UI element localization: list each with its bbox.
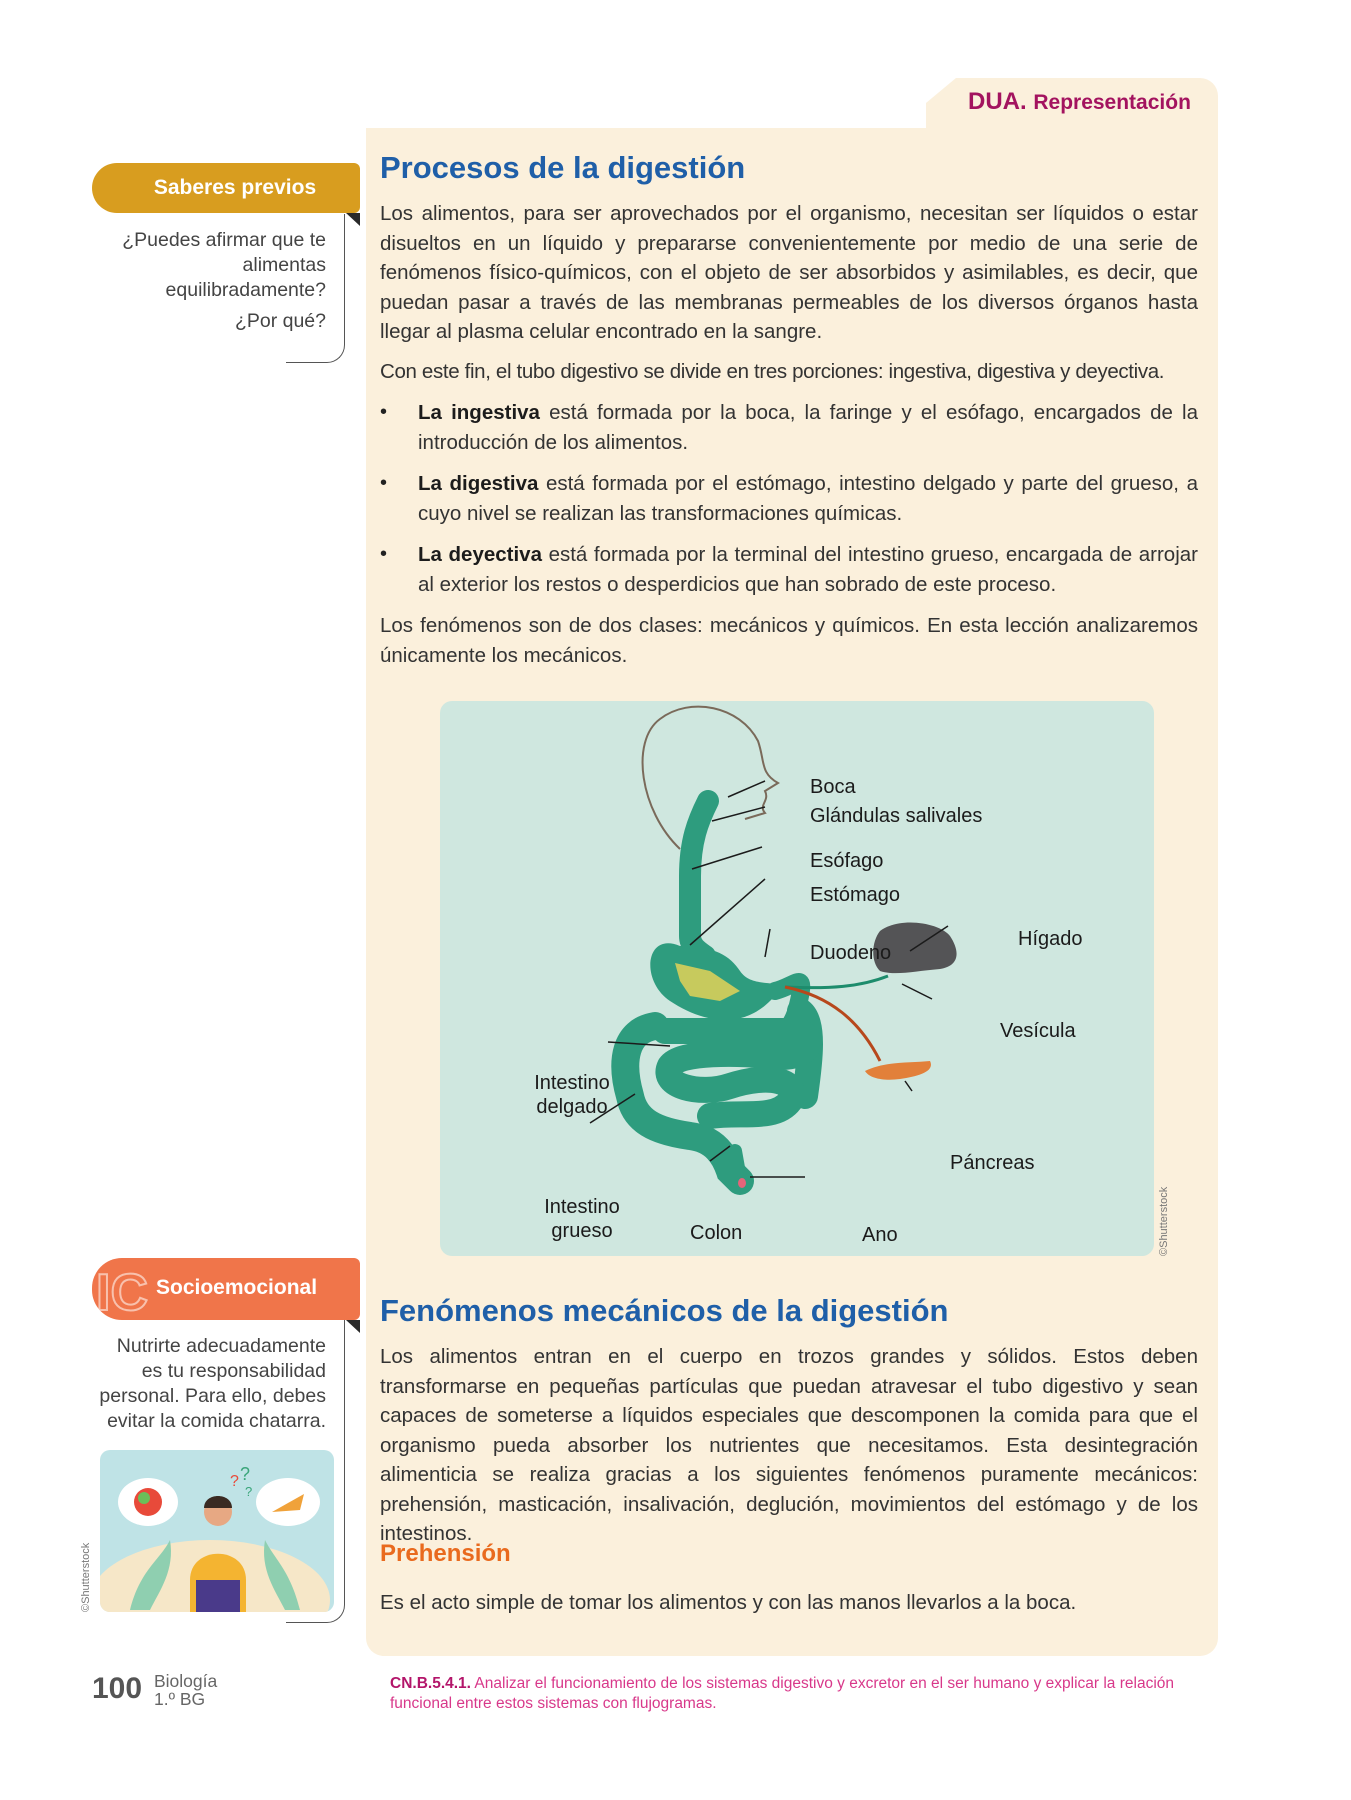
bullet-term: La deyectiva: [418, 543, 542, 566]
saberes-tab-corner: [346, 213, 360, 226]
arrow-vesicula: [902, 984, 932, 999]
saberes-question: [100, 228, 326, 334]
section-title-fenomenos: Fenómenos mecánicos de la digestión: [380, 1293, 949, 1328]
rectum: [735, 1151, 740, 1179]
dua-label: Representación: [1033, 91, 1191, 114]
svg-text:?: ?: [240, 1464, 251, 1484]
dua-badge: [968, 88, 1191, 116]
label-higado: Hígado: [1018, 928, 1083, 950]
small-intestine: [665, 1031, 808, 1116]
subject-label: [154, 1672, 217, 1708]
saberes-line: ¿Por qué?: [234, 310, 326, 332]
socio-tab-corner: [346, 1320, 360, 1333]
thinking-person-illustration: [100, 1450, 334, 1612]
label-intestino-grueso: [540, 1195, 624, 1243]
head-outline: [643, 707, 778, 849]
saberes-title: Saberes previos: [153, 176, 317, 199]
label-colon: Colon: [690, 1222, 743, 1244]
bullet-term: La ingestiva: [418, 401, 540, 424]
bullet-ingestiva: [380, 398, 1198, 457]
label-ano: Ano: [862, 1224, 898, 1246]
saberes-line: equilibradamente?: [165, 279, 326, 301]
bullet-text: está formada por el estómago, intestino delgado y parte del grueso, a cuyo nivel se realizan las transformaciones químicas.: [418, 472, 1198, 525]
diagram-credit: ©Shutterstock: [1158, 1186, 1170, 1256]
digestive-system-diagram: [440, 701, 1154, 1256]
saberes-previos-tab: [92, 163, 360, 213]
skill-code: CN.B.5.4.1.: [390, 1675, 471, 1692]
label-estomago: Estómago: [810, 884, 901, 906]
bullet-term: La digestiva: [418, 472, 539, 495]
svg-text:?: ?: [245, 1484, 253, 1499]
label-vesicula: Vesícula: [1000, 1020, 1076, 1042]
digestive-illustration: [440, 701, 1154, 1256]
socio-message: [96, 1334, 326, 1434]
closing-paragraph: Los fenómenos son de dos clases: mecánicos y químicos. En esta lección analizaremos únicamente los mecánicos.: [380, 614, 1198, 667]
arrow-duodeno: [765, 929, 770, 957]
socio-title: Socioemocional: [156, 1276, 318, 1299]
label-line: grueso: [551, 1220, 613, 1242]
label-boca: Boca: [810, 776, 856, 798]
grade-name: 1.º BG: [154, 1689, 206, 1709]
ic-logo-icon: [94, 1262, 154, 1318]
bullet-text: está formada por la terminal del intestino grueso, encargada de arrojar al exterior los restos o desperdicios que han sobrado de este proceso.: [418, 543, 1198, 596]
arrow-estomago: [690, 879, 765, 945]
esophagus: [690, 801, 708, 956]
socioemocional-tab: [92, 1258, 360, 1320]
panel-notch-corner: [896, 78, 956, 128]
bullet-text: está formada por la boca, la faringe y el esófago, encargados de la introducción de los alimentos.: [418, 401, 1198, 454]
curriculum-skill: [390, 1674, 1210, 1714]
socio-line: es tu responsabilidad: [141, 1360, 326, 1382]
label-line: Intestino: [534, 1072, 610, 1094]
pancreas: [865, 1061, 931, 1080]
bullet-digestiva: [380, 469, 1198, 528]
bullet-deyectiva: [380, 540, 1198, 599]
socio-credit: ©Shutterstock: [80, 1542, 92, 1612]
label-pancreas: Páncreas: [950, 1152, 1035, 1174]
socio-line: Nutrirte adecuadamente: [116, 1335, 326, 1357]
page-number: 100: [92, 1672, 143, 1705]
division-paragraph: Con este fin, el tubo digestivo se divide en tres porciones: ingestiva, digestiva y deyectiva.: [380, 359, 1165, 383]
label-line: delgado: [536, 1096, 608, 1118]
mecanicos-paragraph: Los alimentos entran en el cuerpo en trozos grandes y sólidos. Estos deben transformarse en pequeñas partículas que puedan atravesar el tubo digestivo y sean capaces de someterse a líquidos especiales que descomponen la comida para que el organismo pueda absorber los nutrientes que necesitamos. Esta desintegración alimenticia se realiza gracias a los siguientes fenómenos puramente mecánicos: prehensión, masticación, insalivación, deglución, movimientos del estómago y de los intestinos.: [380, 1345, 1198, 1545]
label-glandulas-salivales: Glándulas salivales: [810, 805, 983, 827]
label-duodeno: Duodeno: [810, 942, 892, 964]
label-esofago: Esófago: [810, 850, 884, 872]
arrow-pancreas: [905, 1081, 912, 1091]
socio-line: evitar la comida chatarra.: [107, 1410, 326, 1432]
subtitle-prehension: Prehensión: [380, 1540, 511, 1567]
saberes-line: alimentas: [242, 254, 326, 276]
person-food-choice-icon: [100, 1450, 334, 1612]
prehension-paragraph: Es el acto simple de tomar los alimentos y con las manos llevarlos a la boca.: [380, 1591, 1077, 1614]
intro-paragraph: Los alimentos, para ser aprovechados por el organismo, necesitan ser líquidos o estar disueltos en un líquido y prepararse convenientemente por medio de una serie de fenómenos físico-químicos, con el objeto de ser absorbidos y asimilables, es decir, que puedan pasar a través de las membranas permeables de los diversos órganos hasta llegar al plasma celular encontrado en la sangre.: [380, 202, 1198, 343]
skill-text: Analizar el funcionamiento de los sistemas digestivo y excretor en el ser humano y explicar la relación funcional entre estos sistemas con flujogramas.: [390, 1675, 1175, 1712]
panel-notch: [366, 78, 926, 128]
saberes-line: ¿Puedes afirmar que te: [122, 229, 326, 251]
section1-body: [380, 199, 1198, 670]
section-title-procesos: Procesos de la digestión: [380, 150, 746, 185]
svg-text:?: ?: [230, 1473, 239, 1490]
subject-name: Biología: [154, 1671, 218, 1691]
label-intestino-delgado: [532, 1071, 612, 1119]
socio-line: personal. Para ello, debes: [99, 1385, 326, 1407]
svg-text:IC: IC: [96, 1264, 148, 1318]
arrow-boca: [728, 781, 765, 797]
dua-brand: DUA.: [968, 88, 1027, 115]
anus: [738, 1178, 746, 1188]
label-line: Intestino: [544, 1196, 620, 1218]
arrow-glandulas: [712, 807, 765, 821]
